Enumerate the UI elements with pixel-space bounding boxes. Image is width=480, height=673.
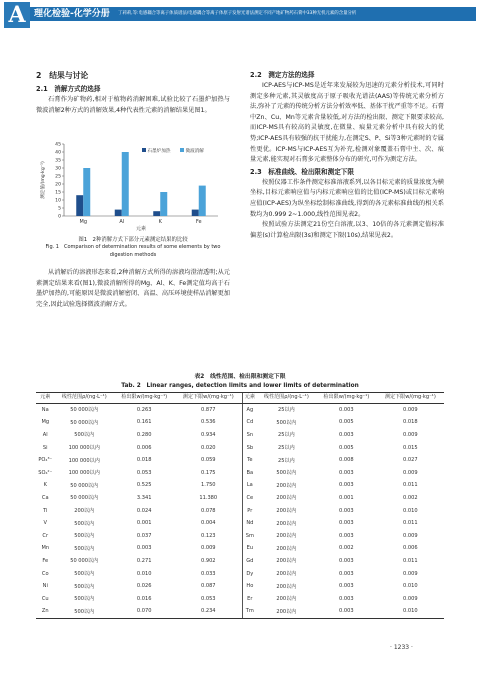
table-cell: 0.018	[403, 419, 418, 426]
table-cell: 0.009	[403, 469, 418, 476]
table2-caption-en: Tab. 2 Linear ranges, detection limits and lower limits of determination	[121, 382, 359, 389]
table-cell: 0.271	[136, 557, 152, 564]
table-cell: 0.536	[200, 419, 216, 426]
table-cell: 25以内	[278, 432, 295, 439]
table-cell: 0.009	[200, 545, 216, 552]
table-cell: 50 000以内	[70, 419, 99, 426]
table-cell: 0.003	[339, 469, 354, 476]
y-tick-label: 15	[55, 190, 61, 196]
table-row	[36, 441, 444, 454]
subsection-title-2-1: 2.1 消解方式的选择	[36, 85, 101, 93]
table-cell: 0.053	[200, 595, 216, 602]
table-cell: 0.010	[403, 583, 418, 590]
table-cell: 0.175	[200, 469, 216, 476]
running-title: 丁莉莉,等:电感耦合等离子体质谱法/电感耦合等离子体原子发射光谱法测定不同产地矿物药石膏中33种无机元素的含量分析	[118, 11, 357, 16]
table-cell: 0.009	[403, 431, 418, 438]
table-cell: 0.161	[136, 419, 152, 426]
table-cell: K	[43, 482, 47, 489]
table-row	[36, 542, 444, 555]
table2-caption-cn: 表2 线性范围、检出限和测定下限	[194, 374, 286, 380]
table-cell: Ce	[243, 492, 257, 505]
y-tick-label: 40	[55, 150, 61, 156]
table-cell: 0.002	[339, 545, 354, 552]
table-cell: 0.002	[403, 494, 418, 501]
legend-swatch	[142, 148, 146, 152]
table-cell: Pr	[243, 504, 257, 517]
table-cell: 0.070	[114, 605, 175, 618]
table-cell: 0.033	[200, 570, 216, 577]
left-column-bottom	[36, 268, 230, 310]
y-tick-label: 10	[55, 198, 61, 204]
right-column	[250, 70, 444, 241]
table-cell: 25以内	[278, 445, 295, 452]
table-cell: 200以内	[276, 495, 297, 502]
table-cell: Nd	[243, 517, 257, 530]
table-cell: Ca	[41, 494, 49, 501]
table-cell: 500以内	[55, 605, 114, 618]
y-tick-label: 35	[55, 158, 61, 164]
table-row	[36, 555, 444, 568]
table-cell: Gd	[243, 555, 257, 568]
table-cell: 0.934	[200, 431, 216, 438]
table-cell: 500以内	[74, 583, 95, 590]
table-cell: Cd	[243, 416, 257, 429]
table-cell: 0.525	[136, 482, 152, 489]
table-cell: 0.018	[136, 457, 152, 464]
table-row	[36, 580, 444, 593]
table-cell: 50 000以内	[70, 482, 99, 489]
table-cell: 200以内	[276, 583, 297, 590]
table-cell: 0.016	[136, 595, 152, 602]
table-cell: 0.009	[403, 570, 418, 577]
bar-K-1	[160, 192, 167, 216]
table-cell: 500以内	[276, 419, 297, 426]
table-row	[36, 429, 444, 442]
table-cell: 0.006	[136, 444, 152, 451]
table-cell: 0.003	[339, 583, 354, 590]
table-cell: 500以内	[74, 520, 95, 527]
table-row	[36, 479, 444, 492]
table-cell: 0.902	[200, 557, 216, 564]
table-cell: Zn	[36, 605, 55, 618]
legend-label: 石墨炉加热	[147, 149, 171, 154]
page-number: · 1233 ·	[390, 644, 413, 651]
figure1-captions	[36, 236, 230, 259]
table-cell: 0.003	[339, 431, 354, 438]
bar-Mg-0	[76, 195, 83, 216]
table-cell: 0.004	[200, 520, 216, 527]
table-cell: 0.059	[200, 457, 216, 464]
table-cell: 0.009	[403, 406, 418, 413]
table-cell: 0.234	[175, 605, 243, 618]
table-cell: Eu	[243, 542, 257, 555]
table-cell: 500以内	[74, 545, 95, 552]
section-title: 2 结果与讨论	[36, 71, 89, 80]
table-cell: 0.263	[136, 406, 152, 413]
table-cell: Te	[243, 454, 257, 467]
table-header-cell: 元素	[36, 393, 55, 404]
table-header-cell: 元素	[243, 393, 257, 404]
table-cell: Er	[243, 592, 257, 605]
table-cell: La	[243, 479, 257, 492]
table-cell: 500以内	[74, 432, 95, 439]
bar-K-0	[153, 211, 160, 216]
table-row	[36, 517, 444, 530]
table-cell: 3.341	[136, 494, 152, 501]
table-cell: Sb	[243, 441, 257, 454]
table-row	[36, 466, 444, 479]
table-cell: 0.877	[200, 406, 216, 413]
table-cell: 0.037	[136, 532, 152, 539]
table-row	[36, 454, 444, 467]
table-cell: 0.010	[136, 570, 152, 577]
legend-swatch	[180, 148, 184, 152]
table-cell: Si	[42, 444, 48, 451]
table2-caption	[36, 373, 444, 390]
table-row	[36, 504, 444, 517]
table-cell: 0.010	[403, 507, 418, 514]
table-cell: 0.006	[403, 545, 418, 552]
paragraph-2-1: 石膏作为矿物药,相对于植物药消解困难,试验比较了石墨炉加热与微波消解2种方式的消解效果,4种代表性元素的消解结果见图1。	[36, 96, 230, 114]
figure1-caption-en: Fig. 1 Comparison of determination results of some elements by two digestion methods	[45, 244, 221, 258]
table-cell: Cr	[42, 532, 49, 539]
table-cell: 0.003	[339, 595, 354, 602]
table-cell: 200以内	[276, 508, 297, 515]
table-cell: Ag	[243, 403, 257, 416]
subsection-title-2-2: 2.2 测定方法的选择	[250, 71, 315, 79]
x-tick-label: Al	[119, 219, 125, 225]
table-header-cell: 线性范围ρ/(ng·L⁻¹)	[257, 393, 316, 404]
table-cell: 200以内	[276, 482, 297, 489]
table-cell: 0.009	[403, 532, 418, 539]
table-cell: 200以内	[257, 605, 316, 618]
legend-label: 微波消解	[185, 149, 204, 154]
table-row	[36, 403, 444, 416]
table-cell: 200以内	[276, 533, 297, 540]
table-cell: Ni	[42, 583, 48, 590]
table-cell: 200以内	[276, 571, 297, 578]
table-cell: 500以内	[74, 596, 95, 603]
table-cell: SO₄²⁻	[38, 469, 53, 476]
table-cell: 500以内	[74, 571, 95, 578]
subsection-title-2-3: 2.3 标准曲线、检出限和测定下限	[250, 167, 354, 176]
bar-Fe-0	[192, 210, 199, 216]
table-header-cell: 检出限w/(mg·kg⁻¹)	[316, 393, 377, 404]
table-header-cell: 线性范围ρ/(ng·L⁻¹)	[55, 393, 114, 404]
table-cell: 50 000以内	[70, 558, 99, 565]
table-row	[36, 592, 444, 605]
bar-Al-0	[115, 210, 122, 216]
table-cell: 0.003	[136, 545, 152, 552]
table-cell: 0.123	[200, 532, 216, 539]
table-body	[36, 403, 444, 618]
table-cell: 0.003	[339, 507, 354, 514]
x-tick-label: K	[158, 219, 162, 225]
table-cell: 200以内	[276, 596, 297, 603]
table-cell: 0.010	[377, 605, 444, 618]
table-cell: 0.005	[339, 444, 354, 451]
table-cell: 0.003	[339, 532, 354, 539]
table-cell: 200以内	[276, 545, 297, 552]
table-cell: Tm	[243, 605, 257, 618]
table-cell: 0.053	[136, 469, 152, 476]
table-cell: 500以内	[74, 533, 95, 540]
paragraph-2-3-b: 按照试验方法测定21份空白溶液,以3、10倍的各元素测定值标准偏差(s)计算检出限(3s)和测定下限(10s),结果见表2。	[250, 221, 444, 239]
table-cell: Na	[41, 406, 49, 413]
table-cell: Cu	[41, 595, 49, 602]
table-cell: 0.003	[316, 605, 377, 618]
table-cell: 100 000以内	[68, 445, 100, 452]
table-cell: Sm	[243, 529, 257, 542]
table-header-row	[36, 393, 444, 404]
left-column-top	[36, 70, 230, 116]
table-cell: Dy	[243, 567, 257, 580]
table-cell: 50 000以内	[70, 407, 99, 414]
table-cell: 0.024	[136, 507, 152, 514]
table-cell: 0.015	[403, 444, 418, 451]
table-cell: 500以内	[276, 470, 297, 477]
table-cell: 25以内	[278, 407, 295, 414]
table-cell: Al	[42, 431, 48, 438]
table-cell: 0.003	[339, 570, 354, 577]
table-cell: 0.009	[403, 595, 418, 602]
table2	[36, 392, 444, 619]
table-cell: 0.005	[339, 419, 354, 426]
table-cell: 0.001	[136, 520, 152, 527]
y-tick-label: 30	[55, 166, 61, 172]
table-cell: 1.750	[200, 482, 216, 489]
y-tick-label: 0	[58, 214, 61, 220]
table-cell: V	[43, 520, 47, 527]
table-row	[36, 529, 444, 542]
table-cell: Ho	[243, 580, 257, 593]
table-cell: 100 000以内	[68, 457, 100, 464]
journal-header	[0, 0, 480, 30]
table-cell: 0.003	[339, 406, 354, 413]
table-cell: 0.008	[339, 457, 354, 464]
table-cell: 200以内	[74, 508, 95, 515]
y-axis-label: 测定值/(mg·kg⁻¹)	[41, 161, 46, 199]
bar-Al-1	[122, 152, 129, 216]
table-header-cell: 检出限w/(mg·kg⁻¹)	[114, 393, 175, 404]
journal-logo: A	[4, 2, 30, 28]
table-cell: 100 000以内	[68, 470, 100, 477]
table-cell: 0.011	[403, 557, 418, 564]
table-cell: 0.280	[136, 431, 152, 438]
paragraph-2-2: ICP-AES与ICP-MS是近年来发展较为迅速的元素分析技术,可同时测定多种元素,其灵敏度高于原子吸收光谱法(AAS)等传统元素分析方法,弥补了元素的传统分析方法分析效率低、基体干扰严重等不足。石膏中Zn、Cu、Mn等元素含量较低,对方法的检出限、测定下限要求较高,而ICP-MS具有较高的灵敏度,在微量、痕量元素分析中具有较大的优势;ICP-AES具有较强的抗干扰能力,在测定S、P、Si等3种元素时的专属性更优。ICP-MS与ICP-AES互为补充,检测对象覆盖石膏中主、次、痕量元素,能实现对石膏多元素整体分布的研究,可作为测定方法。	[250, 82, 444, 164]
table-header-cell: 测定下限w/(mg·kg⁻¹)	[175, 393, 243, 404]
table-cell: 0.078	[200, 507, 216, 514]
table-cell: Co	[41, 570, 49, 577]
table-row	[36, 567, 444, 580]
y-tick-label: 5	[58, 206, 61, 212]
paragraph-2-3-a: 按照仪器工作条件测定标准溶液系列,以各目标元素的质量浓度为横坐标,目标元素响应值与内标元素响应值的比值(ICP-MS)或目标元素响应值(ICP-AES)为纵坐标绘制标准曲线,得到的各元素标准曲线的相关系数均为0.999 2~1.000,线性范围见表2。	[250, 178, 444, 218]
table-cell: 0.001	[339, 494, 354, 501]
table-cell: 0.011	[403, 520, 418, 527]
bar-Mg-1	[83, 168, 90, 216]
table-cell: 0.011	[403, 482, 418, 489]
table-cell: 200以内	[276, 520, 297, 527]
table-cell: Fe	[42, 557, 49, 564]
x-tick-label: Mg	[79, 219, 87, 225]
table-cell: 11.380	[199, 494, 218, 501]
table-header-cell: 测定下限w/(mg·kg⁻¹)	[377, 393, 444, 404]
journal-name: 理化检验-化学分册	[34, 9, 110, 19]
y-tick-label: 25	[55, 174, 61, 180]
table-cell: 0.020	[200, 444, 216, 451]
table-cell: Ba	[243, 466, 257, 479]
figure1-caption-cn: 图1 2种消解方式下部分元素测定结果的比较	[78, 237, 188, 243]
paragraph-digestion-result: 从消解后的溶液形态来看,2种消解方式所得的溶液均澄清透明;从元素测定结果来看(图1),微波消解所得的Mg、Al、K、Fe测定值均高于石墨炉加热的,可能原因是微波消解密闭、高温、高压环境使样品消解更加完全,因此试验选择微波消解方式。	[36, 269, 230, 308]
table-row	[36, 605, 444, 618]
table-cell: Mg	[41, 419, 50, 426]
table-row	[36, 416, 444, 429]
table-cell: 0.003	[339, 482, 354, 489]
table-cell: Ti	[43, 507, 48, 514]
x-axis-label: 元素	[135, 226, 147, 232]
table-cell: 0.026	[136, 583, 152, 590]
table-cell: 0.003	[339, 557, 354, 564]
table-cell: 0.087	[200, 583, 216, 590]
y-tick-label: 45	[55, 142, 61, 148]
figure1-bar-chart	[36, 140, 230, 232]
table-cell: Mn	[41, 545, 50, 552]
table-cell: 200以内	[276, 558, 297, 565]
table-cell: PO₄³⁻	[38, 457, 53, 464]
y-tick-label: 20	[55, 182, 61, 188]
table-row	[36, 492, 444, 505]
x-tick-label: Fe	[195, 219, 202, 225]
table-cell: 25以内	[278, 457, 295, 464]
table-cell: Sn	[243, 429, 257, 442]
table-cell: 50 000以内	[70, 495, 99, 502]
bar-Fe-1	[199, 186, 206, 216]
table-cell: 0.027	[403, 457, 418, 464]
table-cell: 0.003	[339, 520, 354, 527]
